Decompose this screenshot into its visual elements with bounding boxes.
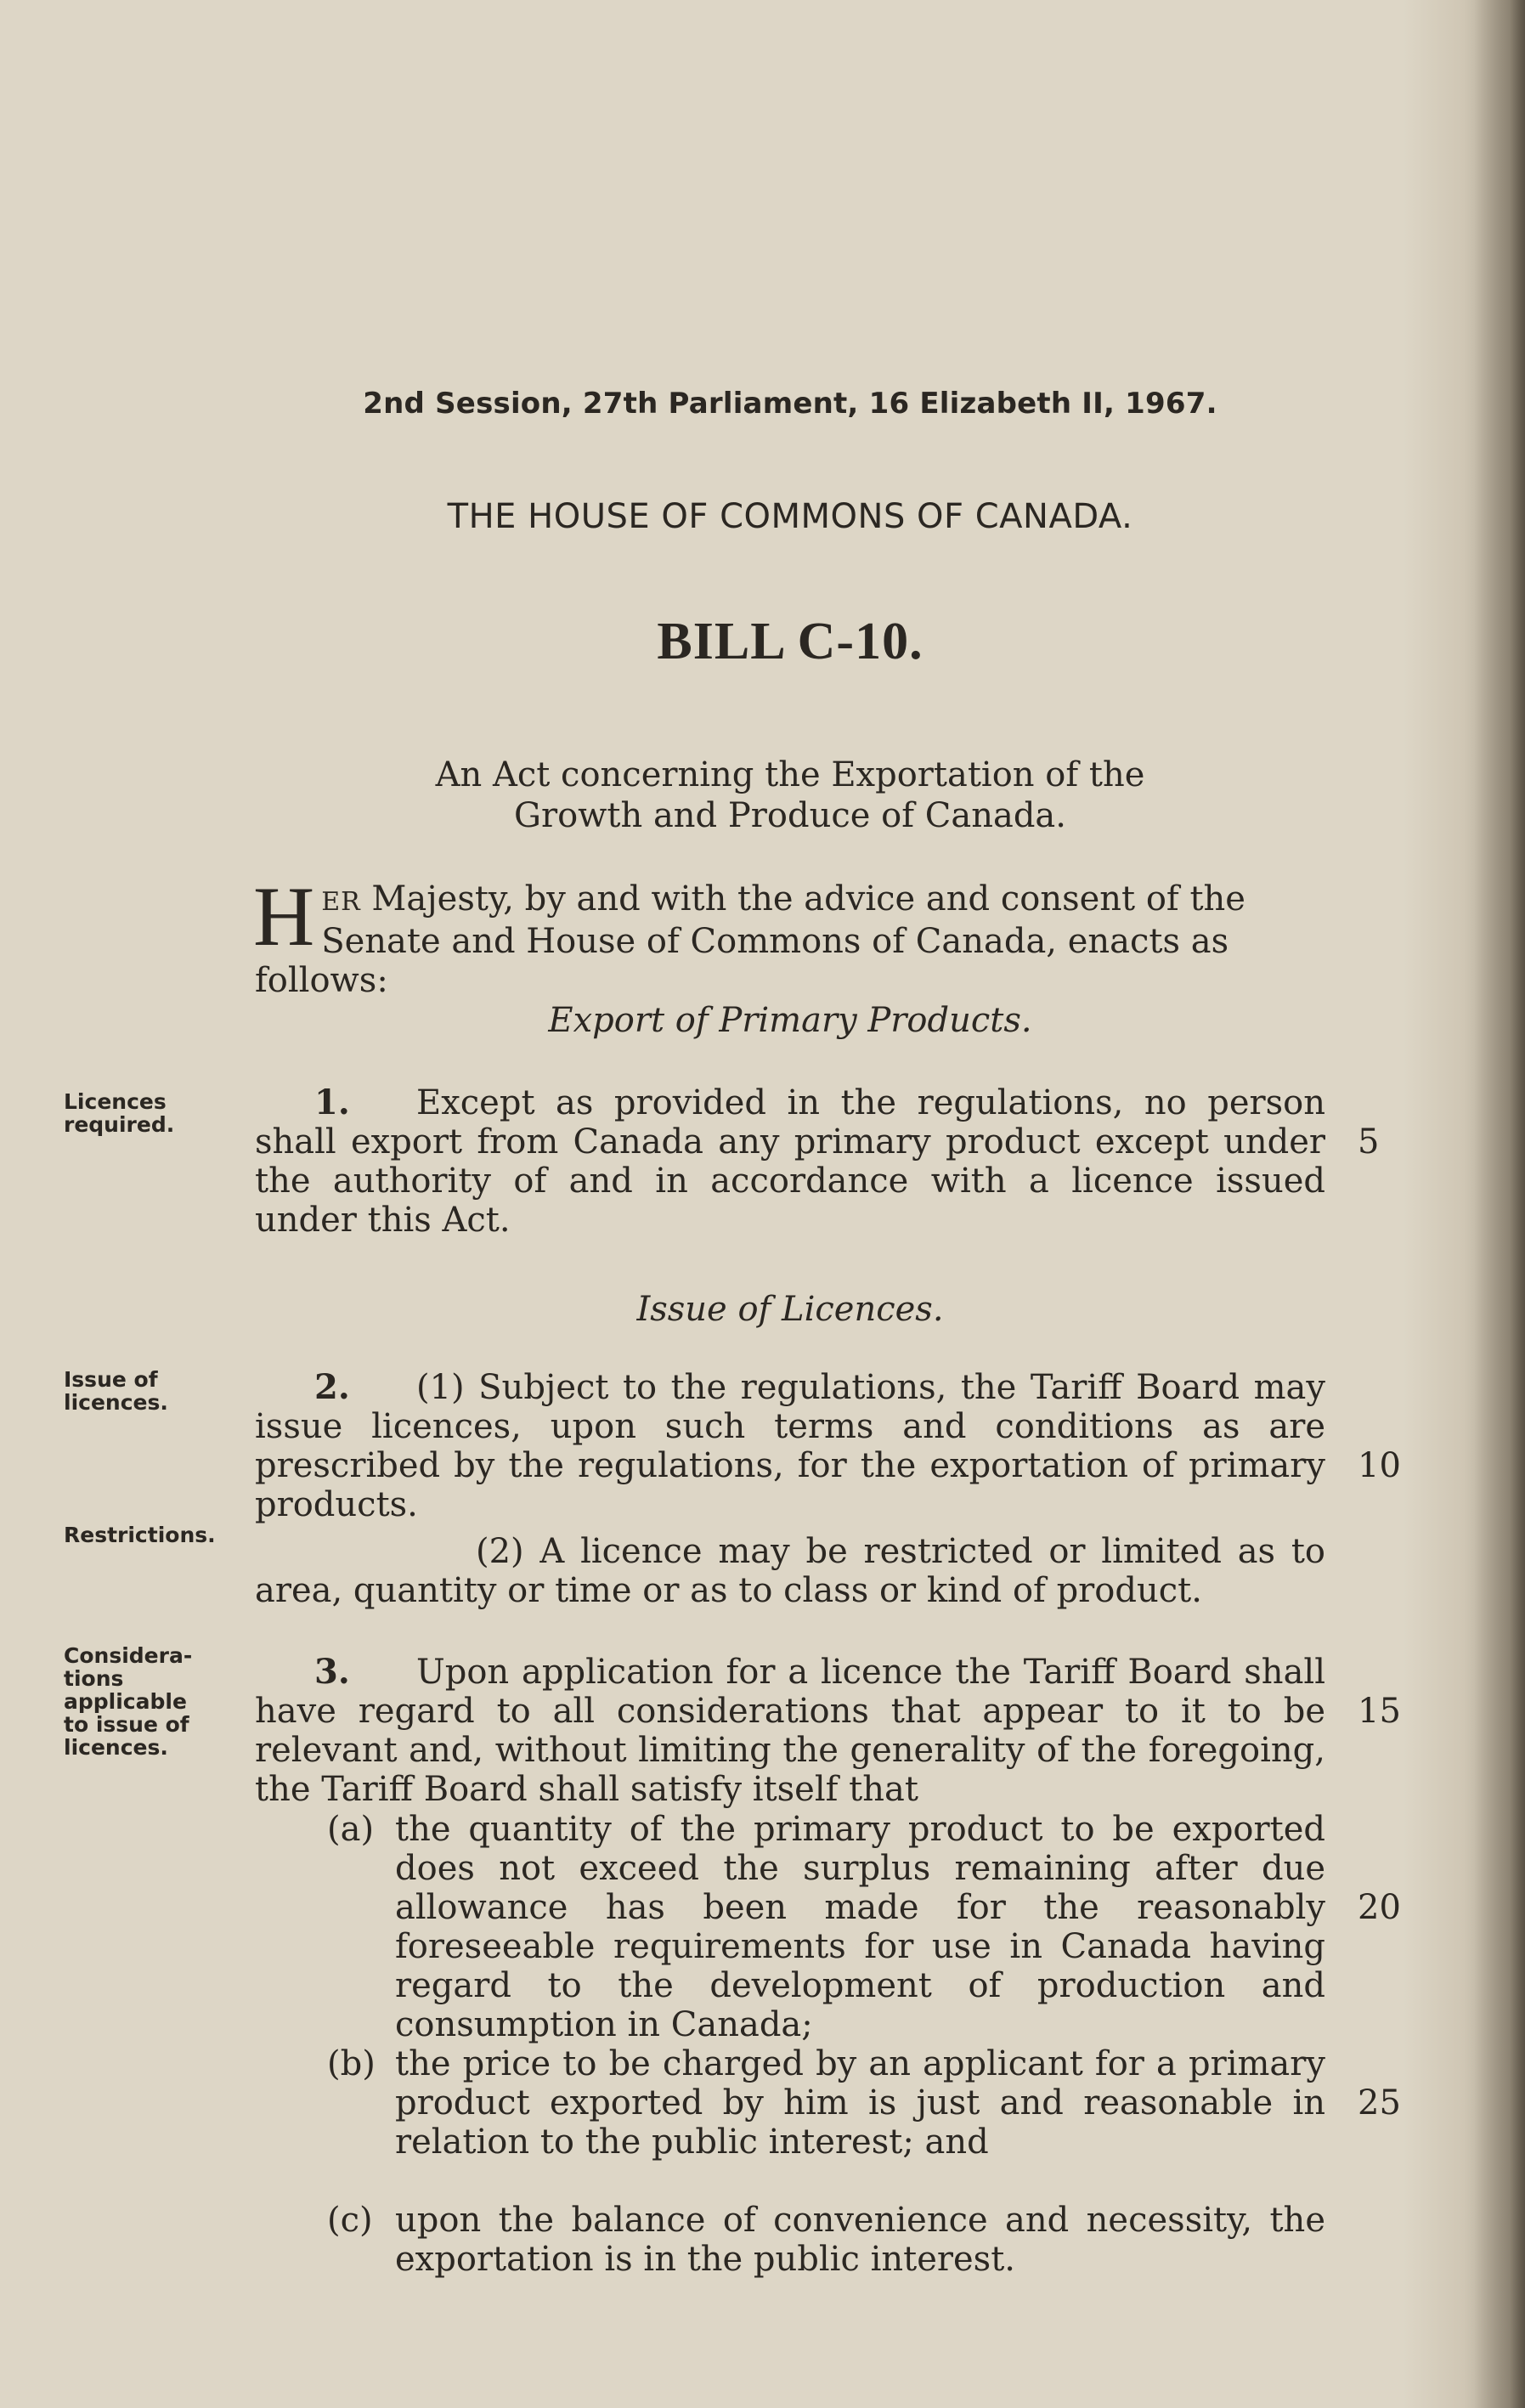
long-title — [255, 755, 1325, 836]
enacting-text: Majesty, by and with the advice and consent of the Senate and House of Commons of Canada, enacts as follows: — [255, 879, 1245, 1000]
long-title-line-1: An Act concerning the Exportation of the — [435, 755, 1145, 794]
line-number-20: 20 — [1358, 1888, 1401, 1927]
line-number-15: 15 — [1358, 1692, 1401, 1731]
section-1-number: 1. — [314, 1082, 350, 1122]
section-3 — [255, 1653, 1325, 1809]
heading-export-primary-products: Export of Primary Products. — [548, 1001, 1032, 1040]
long-title-line-2: Growth and Produce of Canada. — [514, 796, 1066, 835]
line-number-10: 10 — [1358, 1446, 1401, 1485]
margin-note-issue-of-licences: Issue of licences. — [64, 1367, 168, 1415]
book-spine-shadow — [1474, 0, 1525, 2408]
section-2-1-text: (1) Subject to the regulations, the Tariff Board may issue licences, upon such terms and conditions as are prescribed by the regulations, for the exportation of primary products. — [255, 1368, 1325, 1524]
margin-note-restrictions: Restrictions. — [64, 1523, 216, 1547]
house-title: THE HOUSE OF COMMONS OF CANADA. — [447, 497, 1133, 536]
section-3-item-b — [327, 2044, 1325, 2162]
line-number-5: 5 — [1358, 1122, 1380, 1162]
heading-issue-of-licences: Issue of Licences. — [636, 1290, 944, 1329]
session-line: 2nd Session, 27th Parliament, 16 Elizabeth II, 1967. — [363, 387, 1217, 421]
enacting-clause — [253, 869, 1325, 1000]
section-3-text: Upon application for a licence the Tariff Board shall have regard to all considerations that appear to it to be relevant and, without limiting the generality of the foregoing, the Tariff Board shall satisfy itself that — [255, 1653, 1325, 1809]
item-c-label: (c) — [327, 2201, 373, 2240]
section-3-item-c — [327, 2201, 1325, 2279]
item-a-text: the quantity of the primary product to be exported does not exceed the surplus remaining after due allowance has been made for the reasonably foreseeable requirements for use in Canada having regard to the development of production and consumption in Canada; — [395, 1810, 1325, 2044]
bill-number: BILL C-10. — [657, 613, 923, 670]
section-1-text: Except as provided in the regulations, no person shall export from Canada any primary product except under the authority of and in accordance with a licence issued under this Act. — [255, 1083, 1325, 1240]
section-2-2-text: (2) A licence may be restricted or limited as to area, quantity or time or as to class or kind of product. — [255, 1532, 1325, 1610]
section-3-item-a — [327, 1810, 1325, 2044]
margin-note-considerations: Considera-tions applicable to issue of licences. — [64, 1643, 193, 1760]
line-number-25: 25 — [1358, 2083, 1401, 2123]
section-2-number: 2. — [314, 1367, 350, 1407]
section-1 — [255, 1083, 1325, 1240]
section-3-number: 3. — [314, 1652, 350, 1692]
margin-note-licences-required: Licences required. — [64, 1089, 175, 1137]
drop-cap: H — [253, 869, 315, 964]
item-a-label: (a) — [327, 1810, 375, 1849]
enacting-smallcaps: ER — [321, 887, 361, 917]
section-2-2 — [255, 1532, 1325, 1610]
section-2-1 — [255, 1368, 1325, 1524]
item-b-text: the price to be charged by an applicant for a primary product exported by him is just and reasonable in relation to the public interest; and — [395, 2044, 1325, 2162]
item-b-label: (b) — [327, 2044, 376, 2083]
item-c-text: upon the balance of convenience and necessity, the exportation is in the public interest. — [395, 2201, 1325, 2279]
